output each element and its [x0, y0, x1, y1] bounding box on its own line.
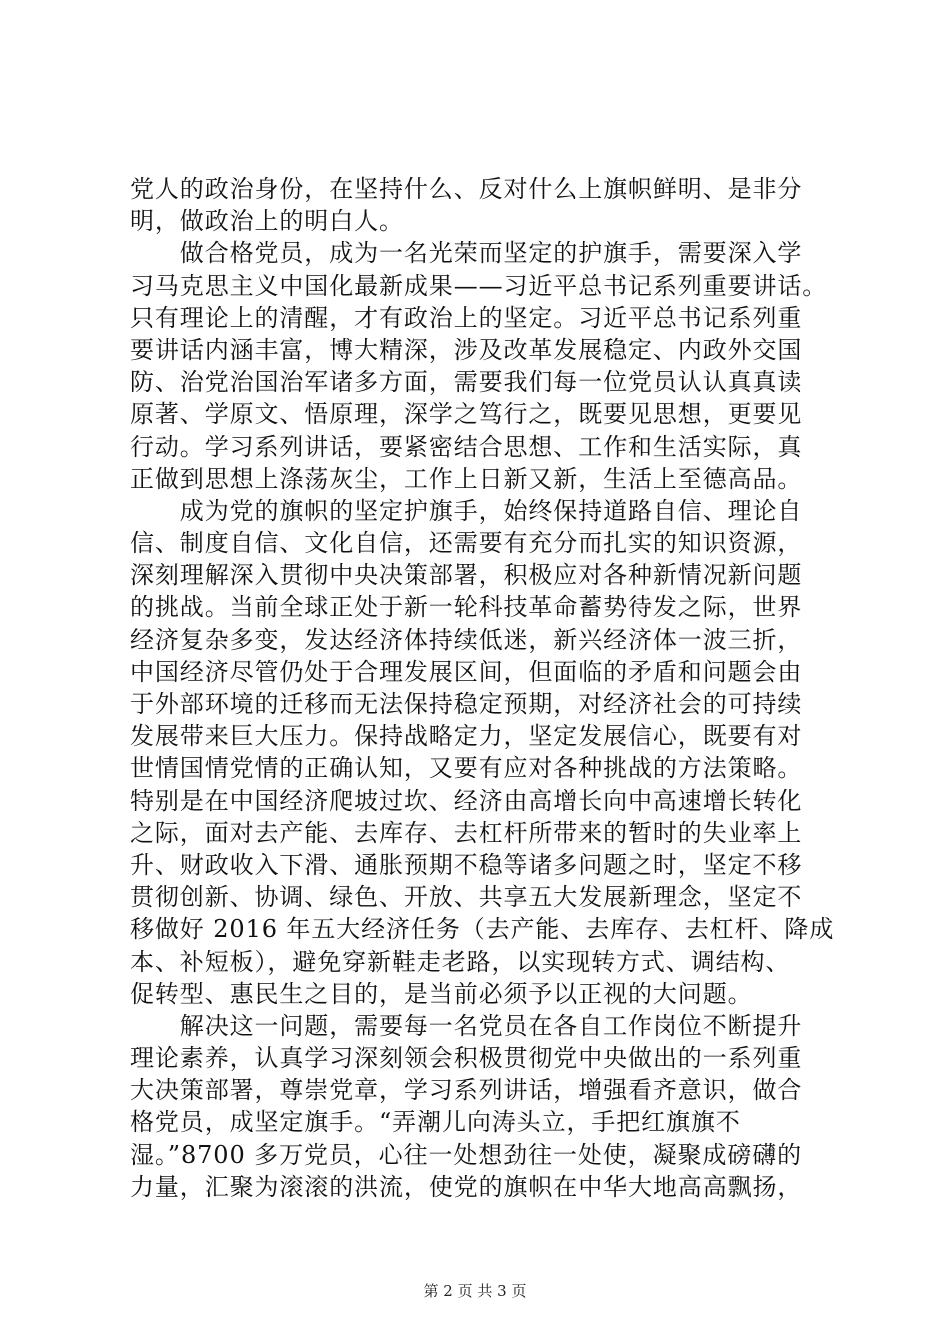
- text-line: 中国经济尽管仍处于合理发展区间，但面临的矛盾和问题会由: [130, 657, 803, 686]
- text-line: 促转型、惠民生之目的，是当前必须予以正视的大问题。: [130, 979, 753, 1008]
- text-line: 湿。”8700 多万党员，心往一处想劲往一处使，凝聚成磅礴的: [130, 1140, 802, 1169]
- text-line: 于外部环境的迁移而无法保持稳定预期，对经济社会的可持续: [130, 690, 803, 718]
- text-line: 升、财政收入下滑、通胀预期不稳等诸多问题之时，坚定不移: [130, 850, 803, 879]
- text-line: 本、补短板），避免穿新鞋走老路，以实现转方式、调结构、: [130, 947, 791, 976]
- text-line: 正做到思想上涤荡灰尘，工作上日新又新，生活上至德高品。: [130, 464, 803, 493]
- text-line: 明，做政治上的明白人。: [130, 207, 404, 236]
- text-line: 的挑战。当前全球正处于新一轮科技革命蓄势待发之际，世界: [130, 593, 803, 622]
- text-line: 党人的政治身份，在坚持什么、反对什么上旗帜鲜明、是非分: [130, 175, 803, 203]
- text-line: 格党员，成坚定旗手。“弄潮儿向涛头立，手把红旗旗不: [130, 1108, 741, 1137]
- text-line: 要讲话内涵丰富，博大精深，涉及改革发展稳定、内政外交国: [130, 335, 803, 364]
- text-line: 成为党的旗帜的坚定护旗手，始终保持道路自信、理论自: [130, 496, 803, 525]
- text-line: 信、制度自信、文化自信，还需要有充分而扎实的知识资源，: [130, 529, 803, 558]
- text-line: 力量，汇聚为滚滚的洪流，使党的旗帜在中华大地高高飘扬，: [130, 1172, 803, 1201]
- text-line: 移做好 2016 年五大经济任务（去产能、去库存、去杠杆、降成: [130, 915, 835, 944]
- text-line: 原著、学原文、悟原理，深学之笃行之，既要见思想，更要见: [130, 400, 803, 429]
- text-line: 发展带来巨大压力。保持战略定力，坚定发展信心，既要有对: [130, 722, 803, 751]
- text-line: 习马克思主义中国化最新成果——习近平总书记系列重要讲话。: [130, 271, 828, 300]
- text-line: 防、治党治国治军诸多方面，需要我们每一位党员认认真真读: [130, 368, 803, 397]
- text-line: 做合格党员，成为一名光荣而坚定的护旗手，需要深入学: [130, 239, 803, 268]
- page-footer: 第 2 页 共 3 页: [423, 1282, 527, 1300]
- text-line: 只有理论上的清醒，才有政治上的坚定。习近平总书记系列重: [130, 303, 803, 332]
- text-line: 解决这一问题，需要每一名党员在各自工作岗位不断提升: [130, 1011, 803, 1040]
- text-line: 世情国情党情的正确认知，又要有应对各种挑战的方法策略。: [130, 754, 803, 783]
- text-line: 之际，面对去产能、去库存、去杠杆所带来的暂时的失业率上: [130, 818, 803, 847]
- text-line: 特别是在中国经济爬坡过坎、经济由高增长向中高速增长转化: [130, 786, 803, 815]
- text-line: 经济复杂多变，发达经济体持续低迷，新兴经济体一波三折，: [130, 625, 803, 654]
- text-line: 大决策部署，尊崇党章，学习系列讲话，增强看齐意识，做合: [130, 1076, 803, 1105]
- text-line: 行动。学习系列讲话，要紧密结合思想、工作和生活实际，真: [130, 432, 803, 461]
- text-line: 理论素养，认真学习深刻领会积极贯彻党中央做出的一系列重: [130, 1044, 803, 1073]
- text-line: 贯彻创新、协调、绿色、开放、共享五大发展新理念，坚定不: [130, 883, 803, 912]
- text-line: 深刻理解深入贯彻中央决策部署，积极应对各种新情况新问题: [130, 561, 803, 590]
- body-text: [130, 173, 835, 1203]
